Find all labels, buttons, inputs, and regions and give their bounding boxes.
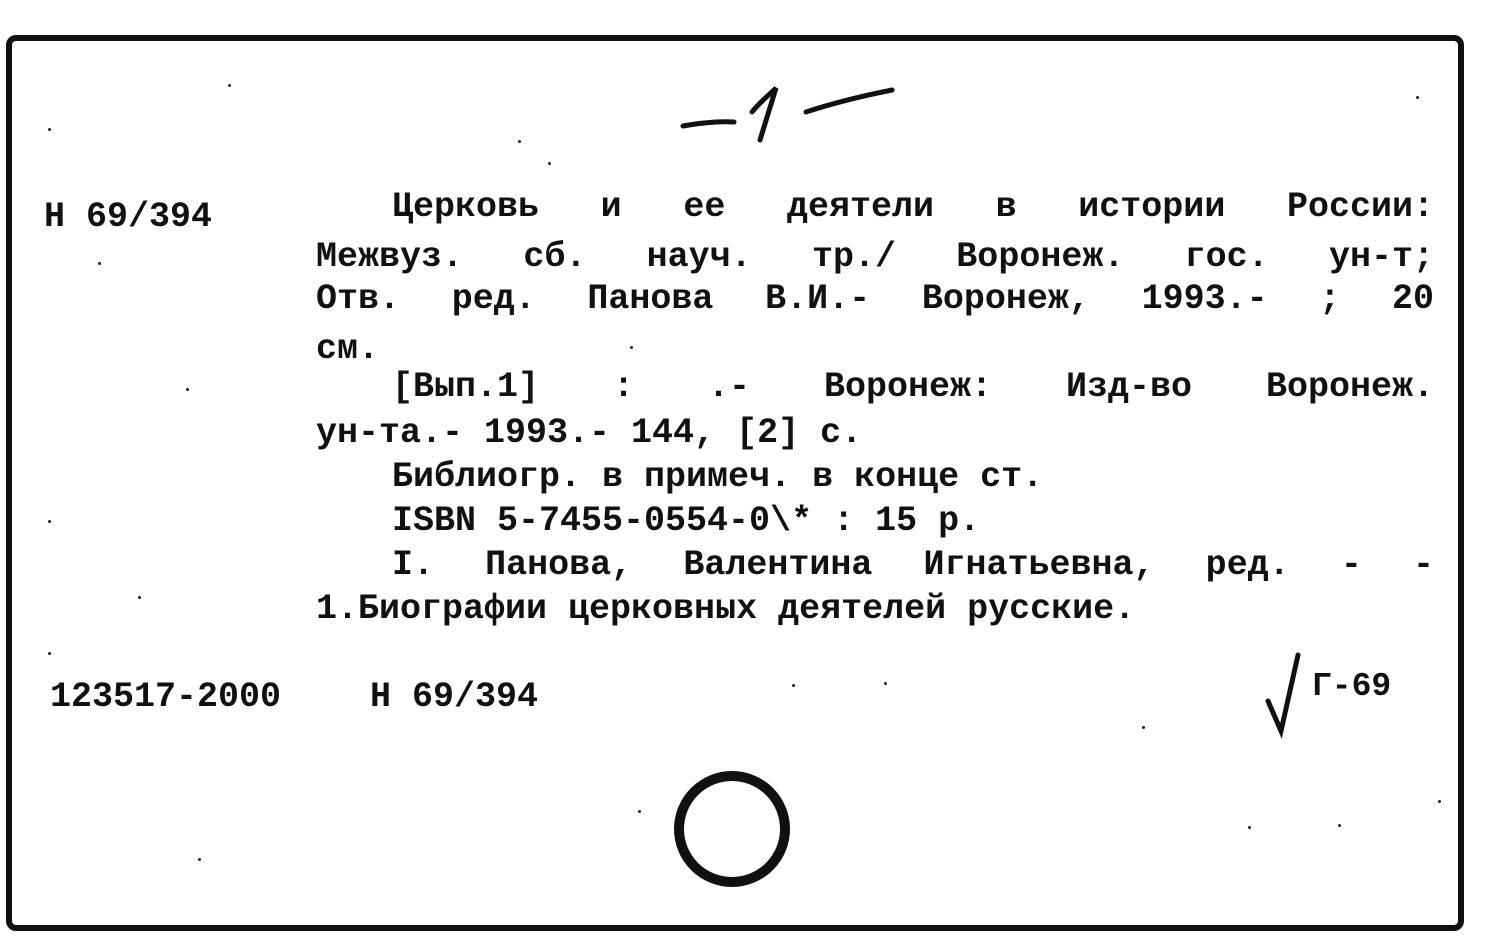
- handwritten-number: [683, 88, 892, 140]
- body-line-5: [Вып.1] : .- Воронеж: Изд-во Воронеж.: [392, 367, 1434, 407]
- shelf-mark-left: Н 69/394: [44, 197, 213, 237]
- body-line-2: Межвуз. сб. науч. тр./ Воронеж. гос. ун-т;: [316, 237, 1434, 277]
- inventory-number: 123517-2000: [50, 677, 282, 717]
- check-mark-code: Г-69: [1312, 668, 1392, 705]
- check-mark-icon: [1268, 655, 1298, 731]
- body-line-3: Отв. ред. Панова В.И.- Воронеж, 1993.- ; 20: [316, 279, 1434, 319]
- body-line-7: Библиогр. в примеч. в конце ст.: [392, 457, 1044, 497]
- body-line-10: 1.Биографии церковных деятелей русские.: [316, 589, 1136, 629]
- body-line-9: I. Панова, Валентина Игнатьевна, ред. - -: [392, 545, 1434, 585]
- shelf-mark-bottom: Н 69/394: [370, 677, 539, 717]
- body-line-6: ун-та.- 1993.- 144, [2] с.: [316, 413, 863, 453]
- punch-hole-icon: [679, 776, 785, 882]
- body-line-1: Церковь и ее деятели в истории России:: [392, 187, 1434, 227]
- body-line-4: см.: [316, 329, 380, 369]
- body-line-8: ISBN 5-7455-0554-0\* : 15 р.: [392, 501, 981, 541]
